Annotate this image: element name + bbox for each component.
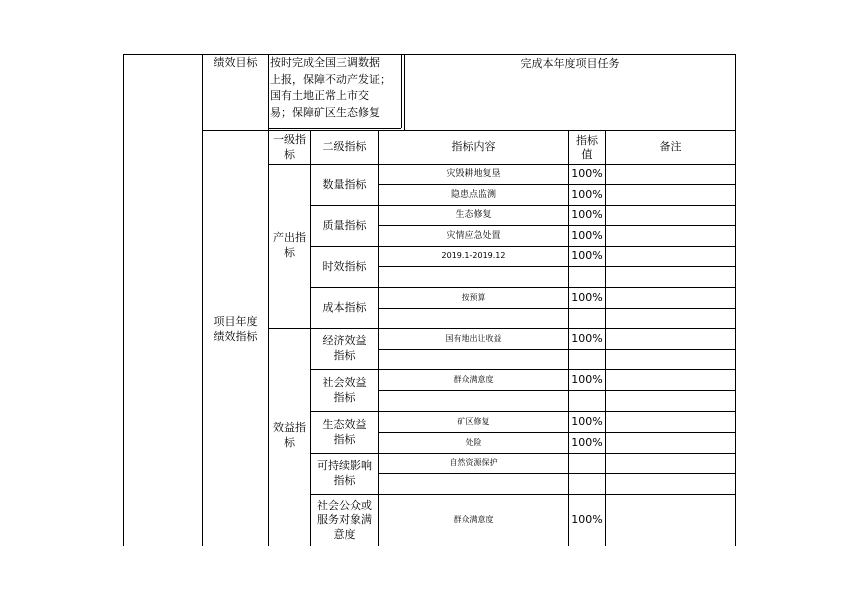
level2-sustainable: 可持续影响 指标 — [317, 459, 372, 487]
col-line — [605, 130, 606, 546]
performance-goal-task: 完成本年度项目任务 — [520, 57, 620, 70]
indicator-content: 自然资源保护 — [449, 458, 498, 468]
indicator-content: 矿区修复 — [457, 416, 490, 426]
indicator-value: 100% — [571, 228, 603, 242]
goal-content-box-bottom — [268, 128, 401, 129]
indicator-content: 按预算 — [461, 292, 486, 302]
indicator-value: 100% — [571, 435, 603, 449]
indicator-content: 生态修复 — [455, 210, 492, 221]
header-level2: 二级指标 — [322, 140, 367, 154]
col-line — [268, 54, 269, 546]
level2-quantity: 数量指标 — [322, 177, 367, 191]
indicator-value: 100% — [571, 414, 603, 428]
row-line — [378, 349, 735, 350]
row-line — [378, 266, 735, 267]
indicator-value: 100% — [571, 331, 603, 345]
table-border-top — [123, 54, 735, 55]
level2-social: 社会效益 指标 — [322, 375, 367, 404]
row-line — [378, 308, 735, 309]
table-border-right — [735, 54, 736, 546]
header-level1: 一级指 标 — [273, 132, 306, 161]
level2-ecological: 生态效益 指标 — [322, 417, 367, 446]
row-line — [378, 473, 735, 474]
table-border-left — [123, 54, 124, 546]
indicator-value: 100% — [571, 372, 603, 386]
col-line — [202, 54, 203, 546]
output-indicators-label: 产出指 标 — [273, 231, 306, 259]
indicator-content: 隐患点监测 — [450, 189, 496, 200]
indicator-value: 100% — [571, 208, 603, 222]
indicator-value: 100% — [571, 290, 603, 304]
level2-quality: 质量指标 — [322, 218, 367, 232]
indicator-content: 群众满意度 — [453, 515, 494, 525]
performance-goal-content: 按时完成全国三调数据 上报，保障不动产发证； 国有土地正常上市交 易；保障矿区生态修复 — [270, 56, 391, 119]
indicator-value: 100% — [571, 167, 603, 181]
indicator-value: 100% — [571, 187, 603, 201]
row-line — [378, 390, 735, 391]
level2-cost: 成本指标 — [322, 300, 367, 314]
indicator-content: 2019.1-2019.12 — [441, 251, 506, 261]
level2-satisfaction: 社会公众或 服务对象满 意度 — [317, 499, 372, 541]
indicator-content: 处险 — [465, 437, 482, 447]
performance-goal-label: 绩效目标 — [213, 56, 258, 69]
header-content: 指标内容 — [451, 140, 496, 154]
annual-indicators-label: 项目年度 绩效指标 — [213, 315, 258, 343]
indicator-content: 群众满意度 — [453, 374, 494, 384]
level2-economic: 经济效益 指标 — [322, 334, 367, 362]
benefit-indicators-label: 效益指 标 — [273, 421, 306, 449]
indicator-content: 灾毁耕地复垦 — [446, 169, 501, 180]
level2-timeliness: 时效指标 — [322, 259, 367, 273]
indicator-value: 100% — [571, 513, 603, 527]
header-value: 指标 值 — [576, 133, 598, 161]
header-note: 备注 — [659, 140, 682, 154]
indicator-content: 灾情应急处置 — [446, 230, 501, 241]
indicator-value: 100% — [571, 249, 603, 263]
indicator-content: 国有地出让收益 — [445, 333, 502, 343]
